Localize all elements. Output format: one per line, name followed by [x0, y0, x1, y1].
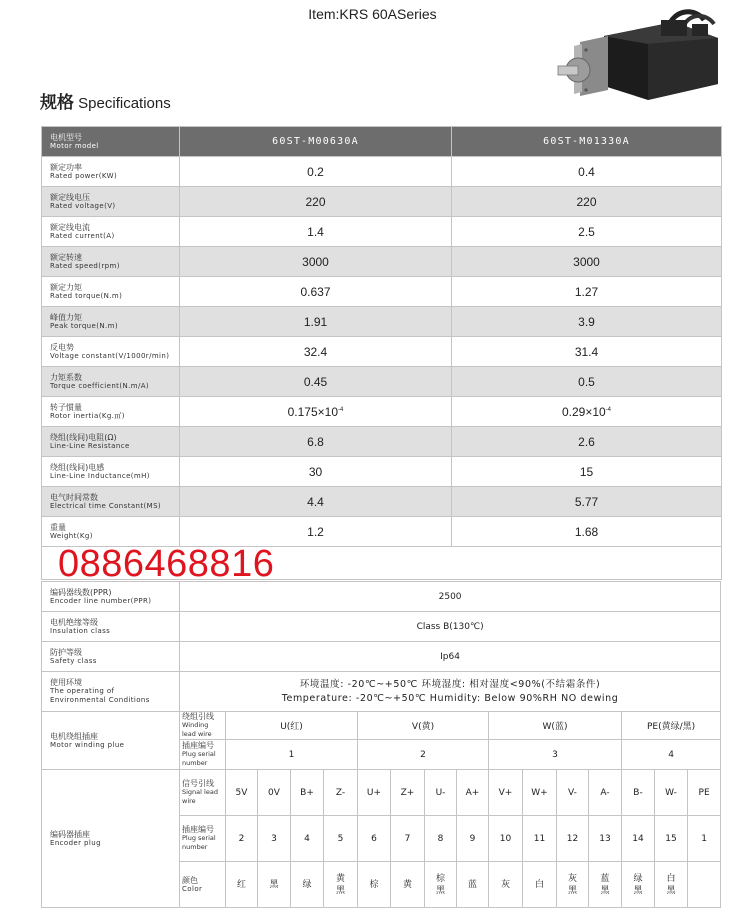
insulation-value: Class B(130℃)	[180, 612, 721, 642]
spec-table	[41, 126, 722, 580]
encoder-plug-label: 编码器插座 Encoder plug	[42, 770, 180, 908]
model-a: 60ST-M00630A	[180, 127, 452, 157]
table-row: 峰值力矩 Peak torque(N.m) 1.91 3.9	[42, 307, 722, 337]
table-row: 重量 Weight(Kg) 1.2 1.68	[42, 517, 722, 547]
encoder-signal-row: 编码器插座 Encoder plug 信号引线 Signal lead wire 5V 0V B+ Z- U+ Z+ U- A+ V+ W+ V- A- B- W- PE	[42, 770, 721, 816]
table-row: 额定线电流 Rated current(A) 1.4 2.5	[42, 217, 722, 247]
table-row: 电气时间常数 Electrical time Constant(MS) 4.4 5.77	[42, 487, 722, 517]
table-row: 电机绝缘等级 Insulation class Class B(130℃)	[42, 612, 721, 642]
table-row: 额定功率 Rated power(KW) 0.2 0.4	[42, 157, 722, 187]
table-row: 编码器线数(PPR) Encoder line number(PPR) 2500	[42, 582, 721, 612]
table-row: 力矩系数 Torque coefficient(N.m/A) 0.45 0.5	[42, 367, 722, 397]
table-row: 额定转速 Rated speed(rpm) 3000 3000	[42, 247, 722, 277]
table-row: 转子惯量 Rotor inertia(Kg.㎡) $0.175\times 10^{-4}$ $0.29\times 10^{-4}$	[42, 397, 722, 427]
table-header-row	[42, 127, 722, 157]
table-row: 绕组(线间)电感 Line-Line Inductance(mH) 30 15	[42, 457, 722, 487]
table-row: 使用环境 The operating of Environmental Conditions 环境温度: -20℃~+50℃ 环境湿度: 相对湿度<90%(不结霜条件) Temperature: -20℃~+50℃ Humidity: Below 90%RH NO dewing	[42, 672, 721, 712]
encoder-number-row: 插座编号 Plug serial number 2 3 4 5 6 7 8 9 10 11 12 13 14 15 1	[42, 816, 721, 862]
encoder-color-row: 颜色 Color 红 黑 绿 黄 黑 棕 黄 棕 黑 蓝 灰 白 灰 黑 蓝 黑 绿 黑 白 黑	[42, 862, 721, 908]
connector-table	[41, 581, 721, 908]
motor-model-label: 电机型号 Motor model	[42, 127, 180, 157]
specifications-heading: 规格 Specifications	[40, 93, 171, 112]
table-row: 反电势 Voltage constant(V/1000r/min) 32.4 31.4	[42, 337, 722, 367]
page-title: Item:KRS 60ASeries	[308, 6, 437, 22]
phone-number: 0886468816	[58, 543, 275, 585]
table-row: 额定力矩 Rated torque(N.m) 0.637 1.27	[42, 277, 722, 307]
model-b: 60ST-M01330A	[452, 127, 722, 157]
table-row: 绕组(线间)电阻(Ω) Line-Line Resistance 6.8 2.6	[42, 427, 722, 457]
table-row: 防护等级 Safety class Ip64	[42, 642, 721, 672]
winding-lead-row: 电机绕组插座 Motor winding plue 绕组引线 Winding lead wire U(红) V(黄) W(蓝) PE(黄绿/黑)	[42, 712, 721, 740]
environment-value: 环境温度: -20℃~+50℃ 环境湿度: 相对湿度<90%(不结霜条件) Temperature: -20℃~+50℃ Humidity: Below 90%RH NO dewing	[180, 672, 721, 712]
table-row: 额定线电压 Rated voltage(V) 220 220	[42, 187, 722, 217]
winding-plug-row: 插座编号 Plug serial number 1 2 3 4	[42, 740, 721, 770]
winding-label: 电机绕组插座 Motor winding plue	[42, 712, 180, 770]
encoder-line-value: 2500	[180, 582, 721, 612]
servo-motor-image	[556, 6, 726, 106]
safety-value: Ip64	[180, 642, 721, 672]
